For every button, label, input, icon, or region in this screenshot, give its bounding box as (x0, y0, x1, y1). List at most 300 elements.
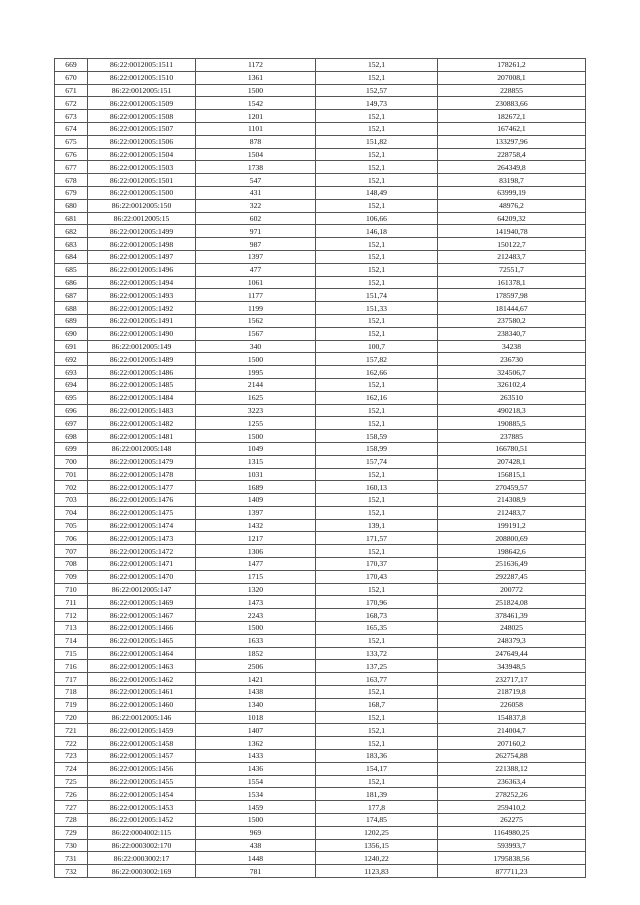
cadastral-number-cell: 86:22:0012005:1501 (88, 174, 196, 187)
table-row (55, 161, 586, 174)
specific-value-cell: 152,1 (316, 583, 438, 596)
area-cell: 1554 (196, 775, 316, 788)
cadastral-number-cell: 86:22:0012005:1456 (88, 762, 196, 775)
cadastral-value-cell: 228855 (438, 84, 586, 97)
specific-value-cell: 152,1 (316, 404, 438, 417)
cadastral-number-cell: 86:22:0012005:146 (88, 711, 196, 724)
row-number-cell: 687 (55, 289, 88, 302)
area-cell: 2506 (196, 660, 316, 673)
specific-value-cell: 139,1 (316, 519, 438, 532)
area-cell: 1306 (196, 545, 316, 558)
specific-value-cell: 183,36 (316, 750, 438, 763)
specific-value-cell: 1240,22 (316, 852, 438, 865)
cadastral-value-cell: 161378,1 (438, 276, 586, 289)
row-number-cell: 676 (55, 148, 88, 161)
cadastral-number-cell: 86:22:0012005:1479 (88, 455, 196, 468)
cadastral-number-cell: 86:22:0012005:1465 (88, 634, 196, 647)
cadastral-number-cell: 86:22:0012005:1494 (88, 276, 196, 289)
cadastral-number-cell: 86:22:0012005:1510 (88, 71, 196, 84)
specific-value-cell: 152,1 (316, 250, 438, 263)
cadastral-number-cell: 86:22:0012005:1484 (88, 391, 196, 404)
row-number-cell: 712 (55, 609, 88, 622)
table-row (55, 238, 586, 251)
table-row (55, 698, 586, 711)
cadastral-number-cell: 86:22:0012005:149 (88, 340, 196, 353)
cadastral-number-cell: 86:22:0012005:1507 (88, 122, 196, 135)
cadastral-number-cell: 86:22:0012005:1455 (88, 775, 196, 788)
table-row (55, 506, 586, 519)
area-cell: 1433 (196, 750, 316, 763)
specific-value-cell: 152,1 (316, 148, 438, 161)
table-row (55, 788, 586, 801)
cadastral-number-cell: 86:22:0012005:1489 (88, 353, 196, 366)
specific-value-cell: 181,39 (316, 788, 438, 801)
table-row (55, 263, 586, 276)
area-cell: 1567 (196, 327, 316, 340)
cadastral-number-cell: 86:22:0012005:1463 (88, 660, 196, 673)
specific-value-cell: 170,43 (316, 570, 438, 583)
table-row (55, 596, 586, 609)
specific-value-cell: 152,1 (316, 468, 438, 481)
cadastral-number-cell: 86:22:0012005:1469 (88, 596, 196, 609)
cadastral-number-cell: 86:22:0012005:1473 (88, 532, 196, 545)
row-number-cell: 700 (55, 455, 88, 468)
table-row (55, 762, 586, 775)
cadastral-number-cell: 86:22:0012005:1458 (88, 737, 196, 750)
cadastral-number-cell: 86:22:0012005:1454 (88, 788, 196, 801)
area-cell: 1500 (196, 430, 316, 443)
specific-value-cell: 152,1 (316, 122, 438, 135)
row-number-cell: 691 (55, 340, 88, 353)
table-row (55, 826, 586, 839)
area-cell: 1049 (196, 442, 316, 455)
table-row (55, 839, 586, 852)
area-cell: 1500 (196, 84, 316, 97)
cadastral-value-cell: 237885 (438, 430, 586, 443)
specific-value-cell: 157,82 (316, 353, 438, 366)
table-row (55, 122, 586, 135)
cadastral-value-cell: 378461,39 (438, 609, 586, 622)
area-cell: 1362 (196, 737, 316, 750)
area-cell: 1633 (196, 634, 316, 647)
cadastral-value-cell: 232717,17 (438, 673, 586, 686)
cadastral-value-cell: 156815,1 (438, 468, 586, 481)
cadastral-value-cell: 154837,8 (438, 711, 586, 724)
cadastral-value-cell: 490218,3 (438, 404, 586, 417)
specific-value-cell: 1123,83 (316, 865, 438, 878)
row-number-cell: 694 (55, 378, 88, 391)
area-cell: 1177 (196, 289, 316, 302)
table-row (55, 583, 586, 596)
cadastral-value-cell: 343948,5 (438, 660, 586, 673)
table-row (55, 59, 586, 72)
row-number-cell: 714 (55, 634, 88, 647)
cadastral-number-cell: 86:22:0012005:1486 (88, 366, 196, 379)
table-row (55, 865, 586, 878)
cadastral-number-cell: 86:22:0012005:1472 (88, 545, 196, 558)
table-row (55, 276, 586, 289)
cadastral-number-cell: 86:22:0012005:1493 (88, 289, 196, 302)
cadastral-value-cell: 593993,7 (438, 839, 586, 852)
table-row (55, 302, 586, 315)
table-row (55, 634, 586, 647)
table-row (55, 660, 586, 673)
cadastral-number-cell: 86:22:0012005:1490 (88, 327, 196, 340)
specific-value-cell: 165,35 (316, 622, 438, 635)
cadastral-number-cell: 86:22:0012005:1478 (88, 468, 196, 481)
cadastral-value-cell: 178261,2 (438, 59, 586, 72)
cadastral-value-cell: 324506,7 (438, 366, 586, 379)
table-row (55, 327, 586, 340)
table-row (55, 225, 586, 238)
cadastral-value-cell: 166780,51 (438, 442, 586, 455)
area-cell: 1255 (196, 417, 316, 430)
cadastral-value-cell: 218719,8 (438, 686, 586, 699)
area-cell: 3223 (196, 404, 316, 417)
area-cell: 1018 (196, 711, 316, 724)
row-number-cell: 698 (55, 430, 88, 443)
cadastral-number-cell: 86:22:0012005:1467 (88, 609, 196, 622)
cadastral-number-cell: 86:22:0012005:1461 (88, 686, 196, 699)
specific-value-cell: 149,73 (316, 97, 438, 110)
cadastral-value-cell: 263510 (438, 391, 586, 404)
area-cell: 340 (196, 340, 316, 353)
row-number-cell: 708 (55, 558, 88, 571)
table-row (55, 494, 586, 507)
cadastral-number-cell: 86:22:0012005:15 (88, 212, 196, 225)
area-cell: 1031 (196, 468, 316, 481)
cadastral-number-cell: 86:22:0012005:148 (88, 442, 196, 455)
cadastral-number-cell: 86:22:0003002:170 (88, 839, 196, 852)
cadastral-value-cell: 262754,88 (438, 750, 586, 763)
row-number-cell: 677 (55, 161, 88, 174)
cadastral-value-cell: 198642,6 (438, 545, 586, 558)
specific-value-cell: 152,1 (316, 314, 438, 327)
row-number-cell: 673 (55, 110, 88, 123)
cadastral-value-cell: 200772 (438, 583, 586, 596)
area-cell: 1201 (196, 110, 316, 123)
specific-value-cell: 152,1 (316, 775, 438, 788)
cadastral-value-cell: 238340,7 (438, 327, 586, 340)
table-body (55, 59, 586, 878)
cadastral-number-cell: 86:22:0012005:1470 (88, 570, 196, 583)
cadastral-number-cell: 86:22:0003002:17 (88, 852, 196, 865)
specific-value-cell: 158,59 (316, 430, 438, 443)
row-number-cell: 685 (55, 263, 88, 276)
area-cell: 1504 (196, 148, 316, 161)
cadastral-number-cell: 86:22:0012005:1509 (88, 97, 196, 110)
cadastral-number-cell: 86:22:0012005:1457 (88, 750, 196, 763)
cadastral-value-cell: 1795838,56 (438, 852, 586, 865)
row-number-cell: 682 (55, 225, 88, 238)
table-row (55, 366, 586, 379)
cadastral-number-cell: 86:22:0012005:1504 (88, 148, 196, 161)
table-row (55, 711, 586, 724)
cadastral-value-cell: 48976,2 (438, 199, 586, 212)
specific-value-cell: 160,13 (316, 481, 438, 494)
cadastral-number-cell: 86:22:0012005:1452 (88, 814, 196, 827)
row-number-cell: 715 (55, 647, 88, 660)
cadastral-value-cell: 178597,98 (438, 289, 586, 302)
cadastral-value-cell: 207428,1 (438, 455, 586, 468)
cadastral-value-cell: 262275 (438, 814, 586, 827)
cadastral-value-cell: 207008,1 (438, 71, 586, 84)
specific-value-cell: 152,57 (316, 84, 438, 97)
row-number-cell: 704 (55, 506, 88, 519)
cadastral-number-cell: 86:22:0012005:1475 (88, 506, 196, 519)
document-page (54, 58, 585, 878)
row-number-cell: 681 (55, 212, 88, 225)
specific-value-cell: 152,1 (316, 174, 438, 187)
cadastral-number-cell: 86:22:0012005:1453 (88, 801, 196, 814)
cadastral-value-cell: 1164980,25 (438, 826, 586, 839)
cadastral-value-cell: 230883,66 (438, 97, 586, 110)
cadastral-value-cell: 264349,8 (438, 161, 586, 174)
table-row (55, 647, 586, 660)
table-row (55, 199, 586, 212)
row-number-cell: 720 (55, 711, 88, 724)
cadastral-value-cell: 181444,67 (438, 302, 586, 315)
specific-value-cell: 152,1 (316, 71, 438, 84)
cadastral-value-cell: 190885,5 (438, 417, 586, 430)
specific-value-cell: 168,73 (316, 609, 438, 622)
row-number-cell: 689 (55, 314, 88, 327)
area-cell: 1315 (196, 455, 316, 468)
area-cell: 1432 (196, 519, 316, 532)
cadastral-number-cell: 86:22:0012005:1471 (88, 558, 196, 571)
specific-value-cell: 163,77 (316, 673, 438, 686)
area-cell: 1101 (196, 122, 316, 135)
specific-value-cell: 152,1 (316, 494, 438, 507)
table-row (55, 570, 586, 583)
row-number-cell: 692 (55, 353, 88, 366)
row-number-cell: 693 (55, 366, 88, 379)
specific-value-cell: 171,57 (316, 532, 438, 545)
specific-value-cell: 177,8 (316, 801, 438, 814)
table-row (55, 148, 586, 161)
area-cell: 1217 (196, 532, 316, 545)
table-row (55, 212, 586, 225)
cadastral-value-cell: 251824,08 (438, 596, 586, 609)
table-row (55, 404, 586, 417)
area-cell: 1500 (196, 622, 316, 635)
cadastral-number-cell: 86:22:0012005:1506 (88, 135, 196, 148)
cadastral-value-cell: 236730 (438, 353, 586, 366)
row-number-cell: 684 (55, 250, 88, 263)
row-number-cell: 723 (55, 750, 88, 763)
specific-value-cell: 152,1 (316, 327, 438, 340)
table-row (55, 737, 586, 750)
table-row (55, 673, 586, 686)
area-cell: 1500 (196, 814, 316, 827)
area-cell: 1436 (196, 762, 316, 775)
row-number-cell: 706 (55, 532, 88, 545)
cadastral-value-cell: 270459,57 (438, 481, 586, 494)
table-row (55, 430, 586, 443)
cadastral-number-cell: 86:22:0012005:1496 (88, 263, 196, 276)
row-number-cell: 697 (55, 417, 88, 430)
row-number-cell: 710 (55, 583, 88, 596)
table-row (55, 801, 586, 814)
area-cell: 1534 (196, 788, 316, 801)
area-cell: 1995 (196, 366, 316, 379)
cadastral-value-cell: 259410,2 (438, 801, 586, 814)
table-row (55, 532, 586, 545)
specific-value-cell: 133,72 (316, 647, 438, 660)
row-number-cell: 669 (55, 59, 88, 72)
row-number-cell: 671 (55, 84, 88, 97)
table-row (55, 314, 586, 327)
cadastral-value-cell: 248379,3 (438, 634, 586, 647)
cadastral-number-cell: 86:22:0003002:169 (88, 865, 196, 878)
table-row (55, 468, 586, 481)
area-cell: 781 (196, 865, 316, 878)
specific-value-cell: 152,1 (316, 238, 438, 251)
cadastral-value-cell: 326102,4 (438, 378, 586, 391)
cadastral-number-cell: 86:22:0012005:1500 (88, 186, 196, 199)
area-cell: 1397 (196, 506, 316, 519)
area-cell: 1500 (196, 353, 316, 366)
specific-value-cell: 151,82 (316, 135, 438, 148)
specific-value-cell: 152,1 (316, 161, 438, 174)
table-row (55, 97, 586, 110)
cadastral-number-cell: 86:22:0012005:1503 (88, 161, 196, 174)
area-cell: 1407 (196, 724, 316, 737)
row-number-cell: 707 (55, 545, 88, 558)
cadastral-value-cell: 237580,2 (438, 314, 586, 327)
table-row (55, 686, 586, 699)
row-number-cell: 702 (55, 481, 88, 494)
table-row (55, 84, 586, 97)
row-number-cell: 717 (55, 673, 88, 686)
specific-value-cell: 174,85 (316, 814, 438, 827)
table-row (55, 852, 586, 865)
specific-value-cell: 170,96 (316, 596, 438, 609)
area-cell: 477 (196, 263, 316, 276)
specific-value-cell: 157,74 (316, 455, 438, 468)
cadastral-value-cell: 207160,2 (438, 737, 586, 750)
cadastral-value-cell: 212483,7 (438, 506, 586, 519)
cadastral-number-cell: 86:22:0012005:150 (88, 199, 196, 212)
area-cell: 878 (196, 135, 316, 148)
table-row (55, 289, 586, 302)
area-cell: 431 (196, 186, 316, 199)
area-cell: 2243 (196, 609, 316, 622)
row-number-cell: 721 (55, 724, 88, 737)
table-row (55, 442, 586, 455)
table-row (55, 622, 586, 635)
cadastral-value-cell: 199191,2 (438, 519, 586, 532)
cadastral-number-cell: 86:22:0012005:1483 (88, 404, 196, 417)
specific-value-cell: 146,18 (316, 225, 438, 238)
area-cell: 1473 (196, 596, 316, 609)
table-row (55, 545, 586, 558)
specific-value-cell: 152,1 (316, 686, 438, 699)
specific-value-cell: 152,1 (316, 634, 438, 647)
cadastral-value-cell: 167462,1 (438, 122, 586, 135)
row-number-cell: 705 (55, 519, 88, 532)
area-cell: 1172 (196, 59, 316, 72)
cadastral-value-cell: 208800,69 (438, 532, 586, 545)
row-number-cell: 725 (55, 775, 88, 788)
specific-value-cell: 106,66 (316, 212, 438, 225)
specific-value-cell: 152,1 (316, 545, 438, 558)
cadastral-value-cell: 877711,23 (438, 865, 586, 878)
row-number-cell: 713 (55, 622, 88, 635)
specific-value-cell: 162,66 (316, 366, 438, 379)
row-number-cell: 699 (55, 442, 88, 455)
specific-value-cell: 170,37 (316, 558, 438, 571)
specific-value-cell: 152,1 (316, 417, 438, 430)
area-cell: 1199 (196, 302, 316, 315)
specific-value-cell: 152,1 (316, 737, 438, 750)
area-cell: 1397 (196, 250, 316, 263)
cadastral-number-cell: 86:22:0012005:1499 (88, 225, 196, 238)
row-number-cell: 724 (55, 762, 88, 775)
table-row (55, 250, 586, 263)
area-cell: 602 (196, 212, 316, 225)
table-row (55, 519, 586, 532)
cadastral-value-cell: 133297,96 (438, 135, 586, 148)
row-number-cell: 680 (55, 199, 88, 212)
row-number-cell: 696 (55, 404, 88, 417)
row-number-cell: 722 (55, 737, 88, 750)
area-cell: 1477 (196, 558, 316, 571)
table-row (55, 724, 586, 737)
row-number-cell: 709 (55, 570, 88, 583)
area-cell: 1715 (196, 570, 316, 583)
row-number-cell: 701 (55, 468, 88, 481)
row-number-cell: 716 (55, 660, 88, 673)
row-number-cell: 686 (55, 276, 88, 289)
cadastral-number-cell: 86:22:0012005:151 (88, 84, 196, 97)
table-row (55, 340, 586, 353)
area-cell: 547 (196, 174, 316, 187)
row-number-cell: 679 (55, 186, 88, 199)
row-number-cell: 727 (55, 801, 88, 814)
specific-value-cell: 1356,15 (316, 839, 438, 852)
area-cell: 1562 (196, 314, 316, 327)
cadastral-number-cell: 86:22:0012005:1481 (88, 430, 196, 443)
cadastral-value-cell: 150122,7 (438, 238, 586, 251)
specific-value-cell: 152,1 (316, 59, 438, 72)
area-cell: 438 (196, 839, 316, 852)
cadastral-number-cell: 86:22:0012005:1508 (88, 110, 196, 123)
row-number-cell: 711 (55, 596, 88, 609)
specific-value-cell: 151,33 (316, 302, 438, 315)
area-cell: 2144 (196, 378, 316, 391)
cadastral-number-cell: 86:22:0012005:1476 (88, 494, 196, 507)
area-cell: 1459 (196, 801, 316, 814)
area-cell: 1738 (196, 161, 316, 174)
cadastral-value-cell: 221388,12 (438, 762, 586, 775)
table-row (55, 609, 586, 622)
cadastral-value-cell: 63999,19 (438, 186, 586, 199)
cadastral-value-cell: 141940,78 (438, 225, 586, 238)
specific-value-cell: 151,74 (316, 289, 438, 302)
cadastral-value-cell: 83198,7 (438, 174, 586, 187)
area-cell: 1421 (196, 673, 316, 686)
table-row (55, 775, 586, 788)
area-cell: 1448 (196, 852, 316, 865)
table-row (55, 455, 586, 468)
table-row (55, 750, 586, 763)
row-number-cell: 678 (55, 174, 88, 187)
row-number-cell: 670 (55, 71, 88, 84)
cadastral-value-cell: 214308,9 (438, 494, 586, 507)
table-row (55, 391, 586, 404)
row-number-cell: 688 (55, 302, 88, 315)
